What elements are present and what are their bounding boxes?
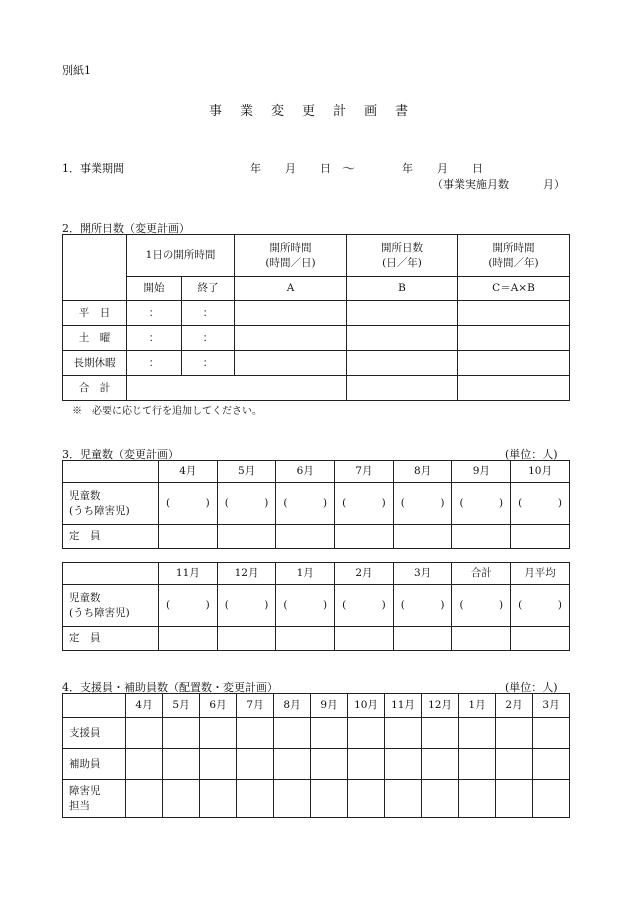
month-header: 7月: [237, 694, 274, 718]
month-header: 8月: [393, 461, 452, 483]
month-header: 10月: [511, 461, 570, 483]
month-header: 8月: [274, 694, 311, 718]
month-header: 1月: [276, 563, 335, 585]
staff-cell[interactable]: [459, 749, 496, 780]
table-row: [63, 301, 570, 326]
start-time-cell[interactable]: ：: [127, 351, 182, 376]
staff-cell[interactable]: [163, 780, 200, 818]
month-header: 9月: [311, 694, 348, 718]
end-time-cell[interactable]: ：: [182, 326, 235, 351]
children-cell[interactable]: ( ): [511, 483, 570, 525]
daily-hours-header: 1日の開所時間: [127, 235, 235, 277]
staff-cell[interactable]: [533, 718, 570, 749]
staff-cell[interactable]: [533, 780, 570, 818]
staff-row-label: 支援員: [63, 718, 126, 749]
capacity-cell[interactable]: [511, 627, 570, 651]
staff-cell[interactable]: [459, 718, 496, 749]
children-cell[interactable]: ( ): [335, 585, 394, 627]
staff-cell[interactable]: [237, 780, 274, 818]
month-header: 3月: [393, 563, 452, 585]
document-title: [200, 100, 417, 119]
children-cell[interactable]: ( ): [393, 585, 452, 627]
empty-header-cell: [63, 563, 159, 585]
capacity-label: 定 員: [63, 525, 159, 549]
children-cell[interactable]: ( ): [452, 483, 511, 525]
month-header: 10月: [348, 694, 385, 718]
staff-cell[interactable]: [496, 718, 533, 749]
staff-cell[interactable]: [126, 749, 163, 780]
opening-days-table: [62, 234, 570, 401]
capacity-cell[interactable]: [393, 525, 452, 549]
section4-heading: 4．支援員・補助員数（配置数・変更計画）: [62, 681, 278, 694]
capacity-label: 定 員: [63, 627, 159, 651]
month-header: 3月: [533, 694, 570, 718]
staff-cell[interactable]: [422, 718, 459, 749]
title-char: 計: [333, 104, 347, 119]
start-year-label: 年: [250, 162, 261, 175]
month-header: 4月: [159, 461, 218, 483]
capacity-cell[interactable]: [159, 627, 218, 651]
staff-cell[interactable]: [274, 718, 311, 749]
month-header: 2月: [335, 563, 394, 585]
empty-header-cell: [63, 235, 127, 301]
month-header: 1月: [459, 694, 496, 718]
staff-row-label: 障害児 担当: [63, 780, 126, 818]
monthly-average-header: 月平均: [511, 563, 570, 585]
month-header: 11月: [159, 563, 218, 585]
staff-cell[interactable]: [237, 749, 274, 780]
title-char: 業: [240, 104, 254, 119]
end-month-label: 月: [437, 162, 448, 175]
section3-heading: 3．児童数（変更計画）: [62, 448, 179, 461]
total-row: [63, 376, 570, 401]
capacity-cell[interactable]: [452, 525, 511, 549]
start-time-cell[interactable]: ：: [127, 326, 182, 351]
row-label: 土 曜: [63, 326, 127, 351]
data-cell[interactable]: [458, 326, 570, 351]
staff-cell[interactable]: [533, 749, 570, 780]
children-cell[interactable]: ( ): [159, 585, 218, 627]
month-header: 5月: [217, 461, 276, 483]
start-month-label: 月: [285, 162, 296, 175]
section4-unit: (単位：人): [505, 681, 558, 694]
staff-cell[interactable]: [385, 780, 422, 818]
staff-cell[interactable]: [385, 718, 422, 749]
code-b: B: [347, 277, 458, 301]
title-char: 書: [395, 104, 409, 119]
start-time-cell[interactable]: ：: [127, 301, 182, 326]
staff-row-label: 補助員: [63, 749, 126, 780]
children-cell[interactable]: ( ): [452, 585, 511, 627]
data-cell[interactable]: [127, 376, 347, 401]
data-cell[interactable]: [458, 301, 570, 326]
staff-cell[interactable]: [496, 749, 533, 780]
month-header: 2月: [496, 694, 533, 718]
children-cell[interactable]: ( ): [276, 585, 335, 627]
total-header: 合計: [452, 563, 511, 585]
data-cell[interactable]: [347, 326, 458, 351]
title-char: 画: [364, 104, 378, 119]
staff-cell[interactable]: [311, 749, 348, 780]
children-cell[interactable]: ( ): [217, 585, 276, 627]
capacity-cell[interactable]: [511, 525, 570, 549]
staff-cell[interactable]: [348, 749, 385, 780]
staff-cell[interactable]: [348, 780, 385, 818]
capacity-cell[interactable]: [159, 525, 218, 549]
staff-cell[interactable]: [126, 718, 163, 749]
children-cell[interactable]: ( ): [511, 585, 570, 627]
staff-cell[interactable]: [348, 718, 385, 749]
staff-cell[interactable]: [126, 780, 163, 818]
row-label: 長期休暇: [63, 351, 127, 376]
section2-heading: 2．開所日数（変更計画）: [62, 222, 190, 235]
staff-cell[interactable]: [237, 718, 274, 749]
total-label: 合 計: [63, 376, 127, 401]
children-cell[interactable]: ( ): [335, 483, 394, 525]
capacity-cell[interactable]: [335, 627, 394, 651]
month-header: 7月: [335, 461, 394, 483]
start-header: 開始: [127, 277, 182, 301]
title-char: 事: [209, 104, 223, 119]
section3-unit: (単位：人): [505, 448, 558, 461]
staff-cell[interactable]: [274, 749, 311, 780]
children-label: 児童数 (うち障害児): [63, 585, 159, 627]
capacity-cell[interactable]: [276, 627, 335, 651]
capacity-cell[interactable]: [276, 525, 335, 549]
children-table-a: [62, 460, 570, 549]
month-header: 4月: [126, 694, 163, 718]
end-header: 終了: [182, 277, 235, 301]
section1-heading: 1．事業期間: [62, 162, 124, 175]
staff-cell[interactable]: [422, 780, 459, 818]
staff-cell[interactable]: [200, 780, 237, 818]
data-cell[interactable]: [347, 376, 458, 401]
staff-cell[interactable]: [200, 749, 237, 780]
code-c: C＝A×B: [458, 277, 570, 301]
staff-cell[interactable]: [200, 718, 237, 749]
data-cell[interactable]: [347, 351, 458, 376]
hours-per-day-header: 開所時間 (時間／日): [235, 235, 347, 277]
end-time-cell[interactable]: ：: [182, 301, 235, 326]
capacity-cell[interactable]: [452, 627, 511, 651]
month-header: 11月: [385, 694, 422, 718]
staff-cell[interactable]: [496, 780, 533, 818]
capacity-cell[interactable]: [335, 525, 394, 549]
staff-table: [62, 693, 570, 818]
capacity-cell[interactable]: [393, 627, 452, 651]
children-cell[interactable]: ( ): [159, 483, 218, 525]
table-row: [63, 326, 570, 351]
code-a: A: [235, 277, 347, 301]
staff-cell[interactable]: [163, 718, 200, 749]
end-year-label: 年: [402, 162, 413, 175]
children-cell[interactable]: ( ): [217, 483, 276, 525]
month-header: 12月: [422, 694, 459, 718]
table-row: [63, 351, 570, 376]
months-count-prefix: （事業実施月数: [432, 178, 509, 191]
empty-header-cell: [63, 461, 159, 483]
months-count-suffix: 月）: [543, 178, 565, 191]
month-header: 5月: [163, 694, 200, 718]
staff-cell[interactable]: [311, 718, 348, 749]
staff-cell[interactable]: [459, 780, 496, 818]
end-time-cell[interactable]: ：: [182, 351, 235, 376]
title-char: 更: [302, 104, 316, 119]
month-header: 12月: [217, 563, 276, 585]
capacity-cell[interactable]: [217, 525, 276, 549]
month-header: 9月: [452, 461, 511, 483]
children-table-b: [62, 562, 570, 651]
staff-cell[interactable]: [311, 780, 348, 818]
days-per-year-header: 開所日数 (日／年): [347, 235, 458, 277]
title-char: 変: [271, 104, 285, 119]
staff-cell[interactable]: [422, 749, 459, 780]
children-cell[interactable]: ( ): [276, 483, 335, 525]
data-cell[interactable]: [458, 376, 570, 401]
hours-per-year-header: 開所時間 (時間／年): [458, 235, 570, 277]
children-label: 児童数 (うち障害児): [63, 483, 159, 525]
staff-cell[interactable]: [274, 780, 311, 818]
data-cell[interactable]: [235, 351, 347, 376]
start-day-label: 日: [320, 162, 331, 175]
period-tilde: ～: [342, 162, 356, 177]
data-cell[interactable]: [458, 351, 570, 376]
table-note: ※ 必要に応じて行を追加してください。: [72, 406, 262, 417]
month-header: 6月: [276, 461, 335, 483]
children-cell[interactable]: ( ): [393, 483, 452, 525]
staff-cell[interactable]: [163, 749, 200, 780]
data-cell[interactable]: [235, 326, 347, 351]
end-day-label: 日: [472, 162, 483, 175]
empty-header-cell: [63, 694, 126, 718]
row-label: 平 日: [63, 301, 127, 326]
staff-cell[interactable]: [385, 749, 422, 780]
attachment-label: 別紙1: [62, 64, 91, 77]
data-cell[interactable]: [347, 301, 458, 326]
month-header: 6月: [200, 694, 237, 718]
capacity-cell[interactable]: [217, 627, 276, 651]
data-cell[interactable]: [235, 301, 347, 326]
